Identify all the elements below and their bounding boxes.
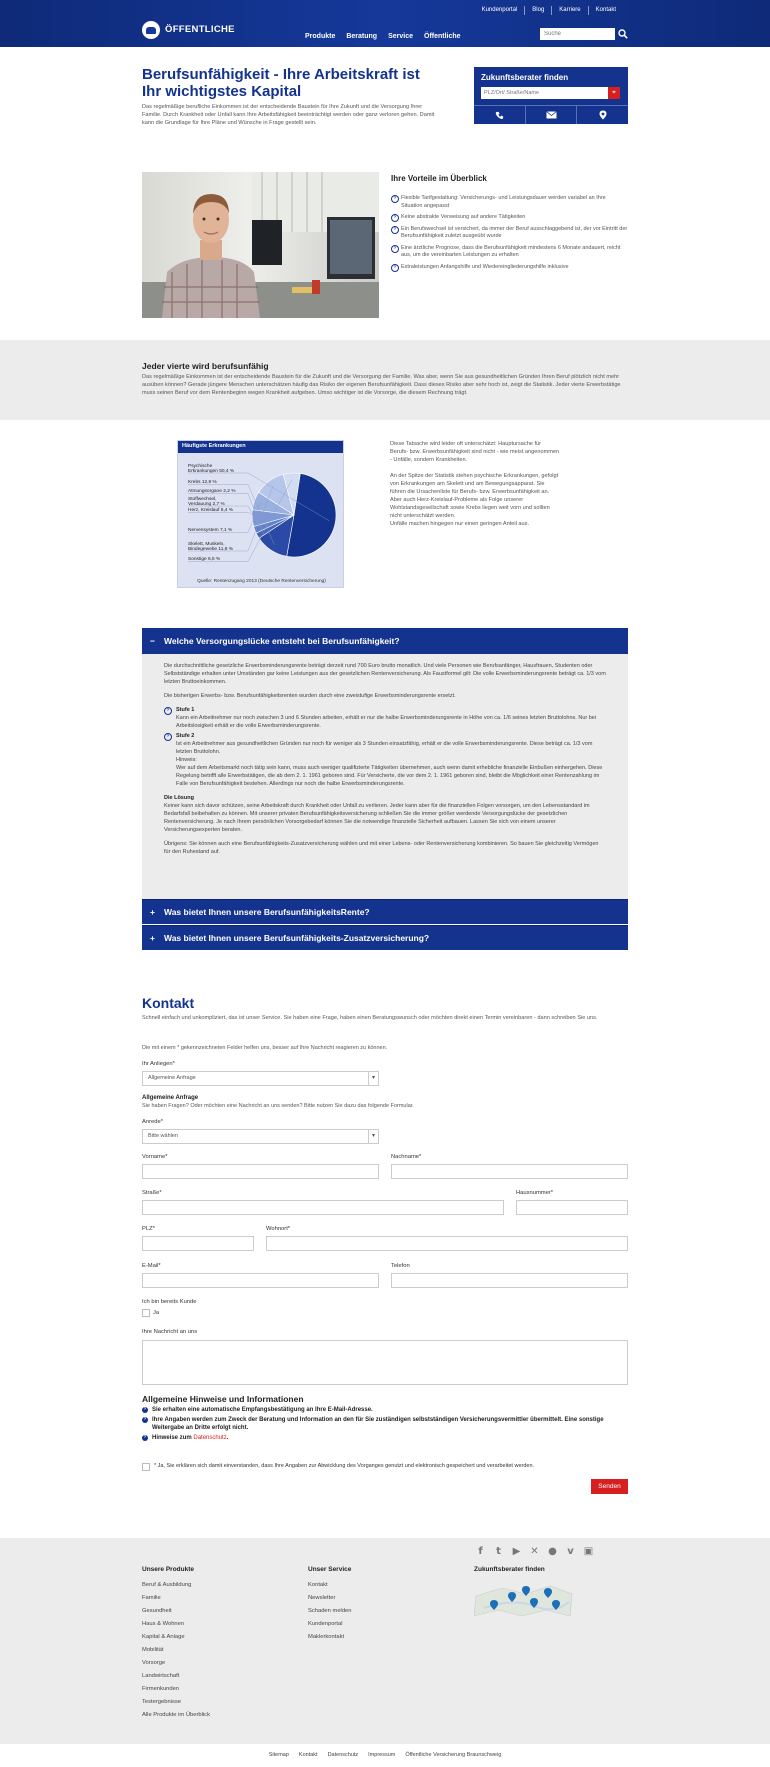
xing-icon[interactable]: ✕: [530, 1546, 539, 1557]
chart-title: Häufigste Erkrankungen: [178, 441, 343, 453]
logo[interactable]: [142, 21, 235, 39]
footer-link[interactable]: Newsletter: [308, 1595, 336, 1602]
toplink-karriere[interactable]: Karriere: [551, 6, 587, 15]
submit-button[interactable]: Senden: [591, 1479, 628, 1494]
site-header: [0, 0, 770, 47]
loesung-text: Keiner kann sich davor schützen, seine Arbeitskraft durch Krankheit oder Unfall zu verlieren. Jeder kann aber für die finanziellen Folgen vorsorgen, um den Lebensstandard im Bedarfsfall beibehalten zu können. Mit unserer privaten Berufsunfähigkeitsversicherung schließen Sie die immer größer werdende Versorgungslücke der gesetzlichen Rentenversicherung. Je nach Ihrem persönlichen Vorsorgebedarf können Sie die notwendige finanzielle Sicherheit aufbauen. Lassen Sie sich von einem unserer Versicherungsexperten beraten.: [164, 803, 590, 833]
bottom-link-oeffentliche[interactable]: Öffentliche Versicherung Braunschweig: [405, 1751, 502, 1758]
nav-service[interactable]: Service: [388, 33, 413, 40]
search-input[interactable]: [540, 28, 615, 40]
list-item: › Ein Berufswechsel ist versichert, da immer der Beruf ausschlaggebend ist, der vor Eintritt der Berufsunfähigkeit zuletzt ausgeübt wurde: [391, 226, 628, 241]
chart-source: Quelle: Rentenzugang 2013 (Deutsche Rentenversicherung): [197, 579, 326, 584]
footer-link[interactable]: Mobilität: [142, 1647, 164, 1654]
stufe2-text: Ist ein Arbeitnehmer aus gesundheitlichen Gründen nur noch für weniger als 3 Stunden einsatzfähig, erhält er die volle Erwerbsminderungsrente. Diese beträgt ca. 1/3 vom letzten Bruttolohn.: [176, 741, 593, 755]
pie-label-4: Herz, Kreislauf 6,4 %: [188, 508, 234, 513]
footer-service: [308, 1565, 352, 1644]
email-field[interactable]: [142, 1273, 379, 1288]
anfrage-text: Sie haben Fragen? Oder möchten eine Nachricht an uns senden? Bitte nutzen Sie dazu das folgende Formular.: [142, 1103, 414, 1109]
pie-label-5: Nervensystem 7,1 %: [188, 528, 233, 533]
consent-text: * Ja, Sie erklären sich damit einverstanden, dass Ihre Angaben zur Abwicklung des Vorganges genutzt und elektronisch gespeichert und verarbeitet werden.: [154, 1463, 535, 1469]
nachname-label: Nachname*: [391, 1154, 422, 1160]
anliegen-label: Ihr Anliegen*: [142, 1061, 175, 1067]
berater-locate-button[interactable]: ⌖: [608, 87, 620, 99]
kontakt-title: Kontakt: [142, 995, 195, 1011]
footer-link[interactable]: Vorsorge: [142, 1660, 166, 1667]
flickr-icon[interactable]: ●: [548, 1546, 557, 1557]
plz-field[interactable]: [142, 1236, 254, 1251]
stufe2-title: › Stufe 2: [164, 732, 606, 740]
app-icon[interactable]: ▣: [583, 1546, 594, 1557]
footer-service-title: Unser Service: [308, 1566, 352, 1573]
accordion-title: Was bietet Ihnen unsere Berufsunfähigkeits-Zusatzversicherung?: [164, 933, 430, 943]
kunde-checkbox[interactable]: [142, 1309, 150, 1317]
bottom-link-sitemap[interactable]: Sitemap: [268, 1751, 289, 1758]
bottom-link-impressum[interactable]: Impressum: [368, 1751, 396, 1758]
band-text: Das regelmäßige Einkommen ist der entscheidende Baustein für die Zukunft und die Versorgung der Familie. Was aber, wenn Sie aus gesundheitlichen Gründen Ihren Beruf plötzlich nicht mehr ausüben können? Gerade jüngere Menschen unterschätzen häufig das Risiko der eigenen Berufsunfähigkeit. Dass dieses Risiko aber sehr hoch ist, zeigt die Statistik. Jeder vierte Erwerbstätige muss seinen Beruf vor dem Rentenbeginn wegen Krankheit aufgeben. Umso wichtiger ist die Vorsorge, die diesem Rechnung trägt.: [142, 374, 621, 396]
accordion-title: Welche Versorgungslücke entsteht bei Berufsunfähigkeit?: [164, 636, 400, 646]
footer-link[interactable]: Kapital & Anlage: [142, 1634, 185, 1641]
plus-icon: +: [150, 933, 155, 943]
toplink-blog[interactable]: Blog: [524, 6, 551, 15]
page-title: Berufsunfähigkeit - Ihre Arbeitskraft ist Ihr wichtigstes Kapital: [142, 66, 420, 100]
vimeo-icon[interactable]: v: [567, 1546, 574, 1557]
list-item: › Extraleistungen Anfangshilfe und Wiedereingliederungshilfe inklusive: [391, 264, 628, 272]
plz-label: PLZ*: [142, 1226, 155, 1232]
pie-label-7: Sonstige 6,5 %: [188, 557, 221, 562]
kunde-option-label: Ja: [153, 1310, 160, 1316]
pie-label-1: Krebs 12,9 %: [188, 480, 217, 485]
footer-link[interactable]: Kontakt: [308, 1582, 328, 1589]
footer-produkte-title: Unsere Produkte: [142, 1566, 195, 1573]
stufe1-title: › Stufe 1: [164, 706, 606, 714]
hero-photo: [142, 172, 379, 318]
youtube-icon[interactable]: ▶: [512, 1546, 521, 1557]
footer-produkte: [142, 1565, 210, 1722]
pie-label-3: Stoffwechsel, Verdauung 2,7 %: [188, 497, 225, 507]
vorteile-list: [391, 195, 628, 275]
pie-chart: [177, 440, 344, 588]
toplink-kontakt[interactable]: Kontakt: [588, 6, 623, 15]
social-links: [474, 1545, 600, 1558]
uebrigens-text: Übrigens: Sie können auch eine Berufsunfähigkeits-Zusatzversicherung wählen und mit einer Lebens- oder Rentenversicherung kombinieren. So bauen Sie gleichzeitig Vermögen für den Ruhestand auf.: [164, 841, 599, 855]
telefon-field[interactable]: [391, 1273, 628, 1288]
wohnort-label: Wohnort*: [266, 1226, 291, 1232]
anrede-label: Anrede*: [142, 1119, 163, 1125]
map-icon[interactable]: [474, 1578, 574, 1618]
anfrage-title: Allgemeine Anfrage: [142, 1095, 199, 1101]
nachricht-label: Ihre Nachricht an uns: [142, 1329, 198, 1335]
berater-search-input[interactable]: [481, 87, 608, 99]
list-item: › Hinweise zum Datenschutz.: [142, 1434, 628, 1442]
bottom-link-kontakt[interactable]: Kontakt: [298, 1751, 318, 1758]
nav-oeffentliche[interactable]: Öffentliche: [424, 33, 461, 40]
footer-link[interactable]: Testergebnisse: [142, 1699, 181, 1706]
vorteile-title: Ihre Vorteile im Überblick: [391, 174, 487, 183]
vorname-field[interactable]: [142, 1164, 379, 1179]
bottom-link-datenschutz[interactable]: Datenschutz: [327, 1751, 359, 1758]
footer-link[interactable]: Beruf & Ausbildung: [142, 1582, 192, 1589]
main-nav: [305, 32, 472, 42]
anliegen-select[interactable]: Allgemeine Anfrage ▾: [142, 1071, 379, 1086]
hinweise-list: [142, 1406, 628, 1444]
footer: [0, 1538, 770, 1744]
toplink-kundenportal[interactable]: Kundenportal: [481, 7, 518, 13]
footer-link[interactable]: Schaden melden: [308, 1608, 352, 1615]
berater-title: Zukunftsberater finden: [481, 73, 569, 82]
chart-text-p1: Diese Tatsache wird leider oft unterschätzt: Hauptursache für Berufs- bzw. Erwerbsunfähigkeit sind nicht - wie meist angenommen - Unfälle, sondern Krankheiten.: [390, 441, 560, 463]
stufe1-text: Kann ein Arbeitnehmer nur noch zwischen 3 und 6 Stunden arbeiten, erhält er nur die halbe Erwerbsminderungsrente in Höhe von ca. 1/6 seines letzten Bruttolohns. Nur bei Arbeitslosigkeit erhält er die volle Erwerbsminderungsrente.: [176, 715, 597, 729]
minus-icon: −: [150, 636, 155, 646]
consent-checkbox[interactable]: [142, 1463, 150, 1471]
nav-beratung[interactable]: Beratung: [346, 33, 378, 40]
footer-link[interactable]: Haus & Wohnen: [142, 1621, 185, 1628]
wohnort-field[interactable]: [266, 1236, 628, 1251]
intro-text: Das regelmäßige berufliche Einkommen ist der entscheidende Baustein für Ihre Zukunft und die Versorgung Ihrer Familie. Durch Krankheit oder Unfall kann Ihre Arbeitsfähigkeit beeinträchtigt werden oder ganz verloren gehen. Damit kann die Grundlage für Ihre Pläne und Wünsche in Frage gestellt sein.: [142, 104, 435, 126]
accordion-panel: [142, 654, 628, 899]
hinweis-title: Hinweis:: [176, 757, 197, 763]
footer-link[interactable]: Firmenkunden: [142, 1686, 180, 1693]
footer-link[interactable]: Alle Produkte im Überblick: [142, 1712, 210, 1719]
berater-finder: [474, 67, 628, 124]
footer-link[interactable]: Kundenportal: [308, 1621, 343, 1628]
datenschutz-link[interactable]: Datenschutz: [193, 1435, 227, 1441]
pie-chart-svg: [178, 453, 345, 579]
anrede-select[interactable]: Bitte wählen ▾: [142, 1129, 379, 1144]
nachricht-textarea[interactable]: [142, 1340, 628, 1385]
email-label: E-Mail*: [142, 1263, 161, 1269]
acc-p2: Die bisherigen Erwerbs- bzw. Berufsunfähigkeitsrenten wurden durch eine zweistufige Erwerbsminderungsrente ersetzt.: [164, 693, 456, 699]
mail-icon[interactable]: [525, 106, 577, 124]
footer-link[interactable]: Maklerkontakt: [308, 1634, 345, 1641]
kontakt-text: Schnell einfach und unkompliziert, das ist unser Service. Sie haben eine Frage, haben einen Beratungswunsch oder möchten direkt einen Termin vereinbaren - dann schreiben Sie uns.: [142, 1015, 598, 1021]
chart-text-p2: An der Spitze der Statistik stehen psychische Erkrankungen, gefolgt von Erkrankungen am Skelett und am Bewegungsapparat. Sie führen die Ursachenliste für Berufs- bzw. Erwerbsunfähigkeit an. Aber auch Herz-Kreislauf-Probleme als Folge unserer Wohlstandsgesellschaft sowie Krebs liegen weit vorn und sollten nicht unterschätzt werden.: [390, 473, 559, 519]
facebook-icon[interactable]: f: [478, 1546, 483, 1557]
pie-label-2: Atmungsorgane 2,2 %: [188, 489, 236, 494]
logo-icon: [142, 21, 160, 39]
hinweis-text: Wer auf dem Arbeitsmarkt noch tätig sein kann, muss auch weniger qualifizierte Tätigkeiten übernehmen, auch wenn damit erhebliche finanzielle Einbußen einhergehen. Diese Regelung betrifft alle Erwerbstätigen, die ab dem 2. 1. 1961 geboren sind. Für Versicherte, die vor dem 2. 1. 1961 geboren sind, bleibt die Möglichkeit einer Rentenzahlung im Falle von Berufsunfähigkeit bestehen. Allerdings nur noch die halbe Erwerbsminderungsrente.: [176, 765, 603, 787]
accordion-title: Was bietet Ihnen unsere BerufsunfähigkeitsRente?: [164, 907, 370, 917]
list-item: › Sie erhalten eine automatische Empfangsbestätigung an Ihre E-Mail-Adresse.: [142, 1406, 628, 1414]
list-item: › Keine abstrakte Verweisung auf andere Tätigkeiten: [391, 214, 628, 222]
top-links: [475, 6, 623, 15]
kunde-label: Ich bin bereits Kunde: [142, 1299, 197, 1305]
accordion-versorgungsluecke[interactable]: [142, 628, 628, 654]
loesung-title: Die Lösung: [164, 795, 194, 801]
bottom-links: [0, 1744, 770, 1767]
pie-label-0: Psychische Erkrankungen 50,4 %: [188, 464, 235, 474]
telefon-label: Telefon: [391, 1263, 410, 1269]
list-item: › Eine ärztliche Prognose, dass die Berufsunfähigkeit mindestens 6 Monate andauert, reicht aus, um die vereinbarten Leistungen zu erhalten: [391, 245, 628, 260]
nachname-field[interactable]: [391, 1164, 628, 1179]
footer-berater-title[interactable]: Zukunftsberater finden: [474, 1566, 545, 1573]
hausnummer-field[interactable]: [516, 1200, 628, 1215]
footer-link[interactable]: Familie: [142, 1595, 161, 1602]
location-pin-icon[interactable]: [576, 106, 628, 124]
footer-link[interactable]: Gesundheit: [142, 1608, 172, 1615]
pie-leader-4: [188, 513, 258, 518]
list-item: › Flexible Tarifgestaltung: Versicherungs- und Leistungsdauer werden variabel an Ihre Situation angepasst: [391, 195, 628, 210]
hausnummer-label: Hausnummer*: [516, 1190, 554, 1196]
chart-description: [390, 440, 560, 536]
plus-icon: +: [150, 907, 155, 917]
strasse-label: Straße*: [142, 1190, 162, 1196]
search-icon[interactable]: [618, 29, 628, 39]
accordion-bu-rente[interactable]: [142, 899, 628, 924]
logo-text: ÖFFENTLICHE: [165, 24, 235, 36]
nav-produkte[interactable]: Produkte: [305, 33, 336, 40]
strasse-field[interactable]: [142, 1200, 504, 1215]
hinweis3-text: Hinweise zum: [152, 1435, 192, 1441]
twitter-icon[interactable]: t: [496, 1546, 501, 1557]
footer-link[interactable]: Landwirtschaft: [142, 1673, 180, 1680]
pie-label-6: Skelett, Muskeln, Bindegewebe 11,8 %: [188, 542, 233, 552]
vorname-label: Vorname*: [142, 1154, 168, 1160]
acc-p1: Die durchschnittliche gesetzliche Erwerbsminderungsrente beträgt derzeit rund 700 Euro brutto monatlich. Und viele Personen wie Berufsanfänger, Hausfrauen, Studenten oder Selbstständige erhalten unter Umständen gar keine Leistungen aus der gesetzlichen Rentenversicherung. Als Faustformel gilt: Die volle Erwerbsminderungsrente beträgt ca. 1/3 vom letzten Bruttoeinkommen.: [164, 663, 606, 685]
list-item: › Ihre Angaben werden zum Zweck der Beratung und Information an den für Sie zuständigen selbstständigen Versicherungsvermittler übermittelt. Eine sonstige Weitergabe an Dritte erfolgt nicht.: [142, 1416, 628, 1432]
hinweise-title: Allgemeine Hinweise und Informationen: [142, 1394, 304, 1404]
band-title: Jeder vierte wird berufsunfähig: [142, 361, 269, 371]
chart-text-p3: Unfälle machen hingegen nur einen geringen Anteil aus.: [390, 521, 530, 527]
accordion-bu-zusatz[interactable]: [142, 925, 628, 950]
phone-icon[interactable]: [474, 106, 525, 124]
pflicht-hint: Die mit einem * gekennzeichneten Felder helfen uns, besser auf Ihre Nachricht reagieren zu können.: [142, 1045, 388, 1051]
